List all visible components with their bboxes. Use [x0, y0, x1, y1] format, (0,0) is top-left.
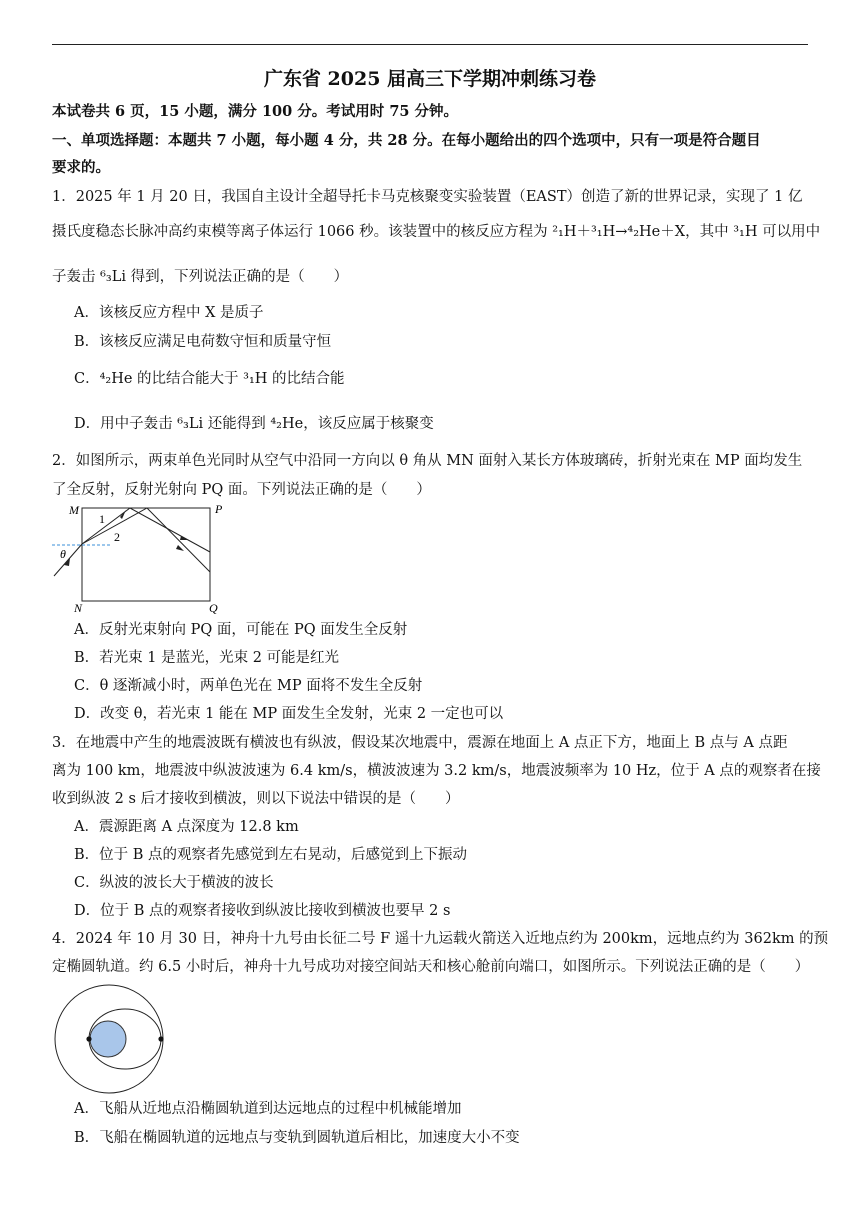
q4-option-a[interactable]: A．飞船从近地点沿椭圆轨道到达远地点的过程中机械能增加 — [74, 1101, 462, 1117]
q3-stem-line1: 3．在地震中产生的地震波既有横波也有纵波，假设某次地震中，震源在地面上 A 点正下方，地面上 B 点与 A 点距 — [52, 735, 788, 751]
q3-stem-line3: 收到纵波 2 s 后才接收到横波，则以下说法中错误的是（ ） — [52, 791, 460, 807]
reflected-arrow-1-icon — [180, 536, 188, 540]
q2-stem-line2: 了全反射，反射光射向 PQ 面。下列说法正确的是（ ） — [52, 482, 431, 498]
reflected-beam-2 — [147, 508, 210, 572]
q3-option-b[interactable]: B．位于 B 点的观察者先感觉到左右晃动，后感觉到上下振动 — [74, 847, 468, 863]
perigee-point — [86, 1036, 91, 1041]
glass-brick-figure — [50, 500, 230, 618]
q1-option-d[interactable]: D．用中子轰击 ⁶₃Li 还能得到 ⁴₂He，该反应属于核聚变 — [74, 416, 434, 432]
label-beam-2: 2 — [114, 530, 120, 544]
q2-option-a[interactable]: A．反射光束射向 PQ 面，可能在 PQ 面发生全反射 — [74, 622, 408, 638]
q2-option-c[interactable]: C．θ 逐渐减小时，两单色光在 MP 面将不发生全反射 — [74, 678, 423, 694]
q1-stem-line2: 摄氏度稳态长脉冲高约束模等离子体运行 1066 秒。该装置中的核反应方程为 ²₁H＋³₁H→⁴₂He＋X，其中 ³₁H 可以用中 — [52, 224, 821, 240]
label-beam-1: 1 — [99, 512, 105, 526]
earth-icon — [90, 1021, 126, 1057]
exam-info: 本试卷共 6 页，15 小题，满分 100 分。考试用时 75 分钟。 — [52, 103, 459, 120]
q2-option-d[interactable]: D．改变 θ，若光束 1 能在 MP 面发生全发射，光束 2 一定也可以 — [74, 706, 504, 722]
q2-option-b[interactable]: B．若光束 1 是蓝光，光束 2 可能是红光 — [74, 650, 340, 666]
q1-stem-line3: 子轰击 ⁶₃Li 得到，下列说法正确的是（ ） — [52, 269, 349, 285]
q3-option-d[interactable]: D．位于 B 点的观察者接收到纵波比接收到横波也要早 2 s — [74, 903, 451, 919]
q4-option-b[interactable]: B．飞船在椭圆轨道的远地点与变轨到圆轨道后相比，加速度大小不变 — [74, 1130, 520, 1146]
q2-stem-line1: 2．如图所示，两束单色光同时从空气中沿同一方向以 θ 角从 MN 面射入某长方体玻璃砖，折射光束在 MP 面均发生 — [52, 453, 803, 469]
q1-option-a[interactable]: A．该核反应方程中 X 是质子 — [74, 305, 264, 321]
section-heading-line1: 一、单项选择题：本题共 7 小题，每小题 4 分，共 28 分。在每小题给出的四个选项中，只有一项是符合题目 — [52, 132, 761, 149]
label-m: M — [69, 503, 79, 517]
q4-stem-line1: 4．2024 年 10 月 30 日，神舟十九号由长征二号 F 遥十九运载火箭送入近地点约为 200km，远地点约为 362km 的预 — [52, 931, 829, 947]
q1-option-c[interactable]: C．⁴₂He 的比结合能大于 ³₁H 的比结合能 — [74, 371, 345, 387]
label-n: N — [74, 601, 83, 615]
q3-option-a[interactable]: A．震源距离 A 点深度为 12.8 km — [74, 819, 299, 835]
q1-stem-line1: 1．2025 年 1 月 20 日，我国自主设计全超导托卡马克核聚变实验装置（EAST）创造了新的世界记录，实现了 1 亿 — [52, 189, 803, 205]
q3-option-c[interactable]: C．纵波的波长大于横波的波长 — [74, 875, 274, 891]
label-p: P — [215, 502, 223, 516]
q1-option-b[interactable]: B．该核反应满足电荷数守恒和质量守恒 — [74, 334, 332, 350]
orbit-figure — [50, 982, 175, 1097]
incident-beam — [54, 544, 82, 576]
q4-stem-line2: 定椭圆轨道。约 6.5 小时后，神舟十九号成功对接空间站天和核心舱前向端口，如图所示。下列说法正确的是（ ） — [52, 959, 810, 975]
q3-stem-line2: 离为 100 km，地震波中纵波波速为 6.4 km/s，横波波速为 3.2 km/s，地震波频率为 10 Hz，位于 A 点的观察者在接 — [52, 763, 821, 779]
label-q: Q — [209, 601, 218, 615]
label-theta: θ — [60, 547, 66, 561]
reflected-arrow-2-icon — [176, 545, 184, 551]
section-heading-line2: 要求的。 — [52, 159, 110, 176]
reflected-beam-1 — [130, 508, 210, 552]
apogee-point — [158, 1036, 163, 1041]
refracted-beam-1 — [82, 508, 130, 544]
exam-title: 广东省 2025 届高三下学期冲刺练习卷 — [263, 68, 597, 90]
top-rule — [52, 44, 808, 45]
